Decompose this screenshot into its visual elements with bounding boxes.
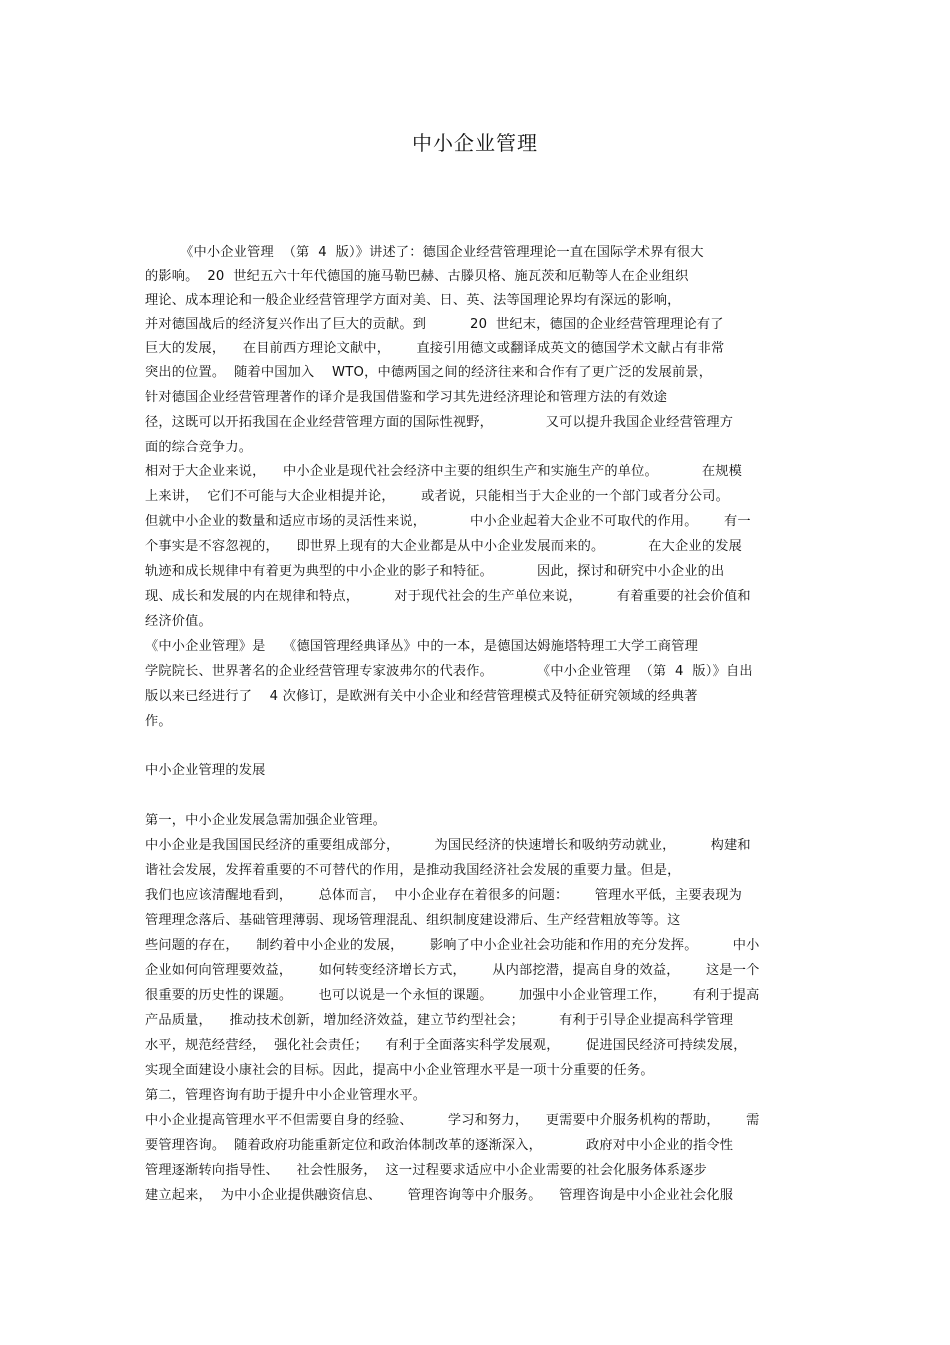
- body-line: 谐社会发展，发挥着重要的不可替代的作用，是推动我国经济社会发展的重要力量。但是，: [145, 863, 681, 878]
- body-line: 要管理咨询。 随着政府功能重新定位和政治体制改革的逐渐深入， 政府对中小企业的指令性: [145, 1138, 734, 1153]
- body-line: 管理逐渐转向指导性、 社会性服务， 这一过程要求适应中小企业需要的社会化服务体系逐步: [145, 1163, 707, 1178]
- body-line: 巨大的发展， 在目前西方理论文献中， 直接引用德文或翻译成英文的德国学术文献占有非常: [145, 341, 725, 356]
- body-line: 中小企业是我国国民经济的重要组成部分， 为国民经济的快速增长和吸纳劳动就业， 构建和: [145, 838, 751, 853]
- body-line: 针对德国企业经营管理著作的译介是我国借鉴和学习其先进经济理论和管理方法的有效途: [145, 390, 668, 405]
- body-line: 《中小企业管理》是 《德国管理经典译丛》中的一本，是德国达姆施塔特理工大学工商管理: [145, 639, 699, 654]
- body-line: 第二，管理咨询有助于提升中小企业管理水平。: [145, 1088, 427, 1103]
- body-line: 理论、成本理论和一般企业经营管理学方面对美、日、英、法等国理论界均有深远的影响，: [145, 293, 681, 308]
- body-line: 并对德国战后的经济复兴作出了巨大的贡献。到 20 世纪末，德国的企业经营管理理论有了: [145, 317, 724, 332]
- body-line: 水平，规范经营经， 强化社会责任； 有利于全面落实科学发展观， 促进国民经济可持续发展，: [145, 1038, 747, 1053]
- body-line: 相对于大企业来说， 中小企业是现代社会经济中主要的组织生产和实施生产的单位。 在规模: [145, 464, 742, 479]
- body-line: 作。: [145, 714, 172, 729]
- body-line: 很重要的历史性的课题。 也可以说是一个永恒的课题。 加强中小企业管理工作， 有利于提高: [145, 988, 760, 1003]
- body-line: 管理理念落后、基础管理薄弱、现场管理混乱、组织制度建设滞后、生产经营粗放等等。这: [145, 913, 681, 928]
- body-line: 些问题的存在， 制约着中小企业的发展， 影响了中小企业社会功能和作用的充分发挥。 中小: [145, 938, 760, 953]
- body-line: 轨迹和成长规律中有着更为典型的中小企业的影子和特征。 因此，探讨和研究中小企业的出: [145, 564, 725, 579]
- body-line: 径，这既可以开拓我国在企业经营管理方面的国际性视野， 又可以提升我国企业经营管理方: [145, 415, 734, 430]
- body-line: 学院院长、世界著名的企业经营管理专家波弗尔的代表作。 《中小企业管理 （第 4 版）》自出: [145, 664, 753, 679]
- body-line: 企业如何向管理要效益， 如何转变经济增长方式， 从内部挖潜，提高自身的效益， 这是一个: [145, 963, 760, 978]
- body-line: 突出的位置。 随着中国加入 WTO，中德两国之间的经济往来和合作有了更广泛的发展前景，: [145, 365, 713, 380]
- body-line: 《中小企业管理 （第 4 版）》讲述了：德国企业经营管理理论一直在国际学术界有很大: [145, 245, 704, 260]
- section-heading: 中小企业管理的发展: [145, 763, 266, 778]
- body-line: 面的综合竞争力。: [145, 440, 253, 455]
- body-line: 中小企业提高管理水平不但需要自身的经验、 学习和努力， 更需要中介服务机构的帮助， 需: [145, 1113, 760, 1128]
- body-line: 实现全面建设小康社会的目标。因此，提高中小企业管理水平是一项十分重要的任务。: [145, 1063, 654, 1078]
- body-line: 第一，中小企业发展急需加强企业管理。: [145, 813, 386, 828]
- body-line: 建立起来， 为中小企业提供融资信息、 管理咨询等中介服务。 管理咨询是中小企业社会化服: [145, 1188, 734, 1203]
- body-line: 的影响。 20 世纪五六十年代德国的施马勒巴赫、古滕贝格、施瓦茨和厄勒等人在企业组织: [145, 269, 689, 284]
- body-line: 经济价值。: [145, 614, 212, 629]
- body-line: 现、成长和发展的内在规律和特点， 对于现代社会的生产单位来说， 有着重要的社会价值和: [145, 589, 751, 604]
- body-line: 个事实是不容忽视的， 即世界上现有的大企业都是从中小企业发展而来的。 在大企业的发展: [145, 539, 742, 554]
- body-line: 我们也应该清醒地看到， 总体而言， 中小企业存在着很多的问题： 管理水平低，主要表现为: [145, 888, 742, 903]
- body-line: 产品质量， 推动技术创新，增加经济效益，建立节约型社会； 有利于引导企业提高科学管理: [145, 1013, 734, 1028]
- body-line: 但就中小企业的数量和适应市场的灵活性来说， 中小企业起着大企业不可取代的作用。 有一: [145, 514, 751, 529]
- body-line: 版以来已经进行了 4 次修订，是欧洲有关中小企业和经营管理模式及特征研究领域的经典著: [145, 689, 698, 704]
- page-title: 中小企业管理: [412, 131, 538, 155]
- body-line: 上来讲， 它们不可能与大企业相提并论， 或者说，只能相当于大企业的一个部门或者分公司。: [145, 489, 730, 504]
